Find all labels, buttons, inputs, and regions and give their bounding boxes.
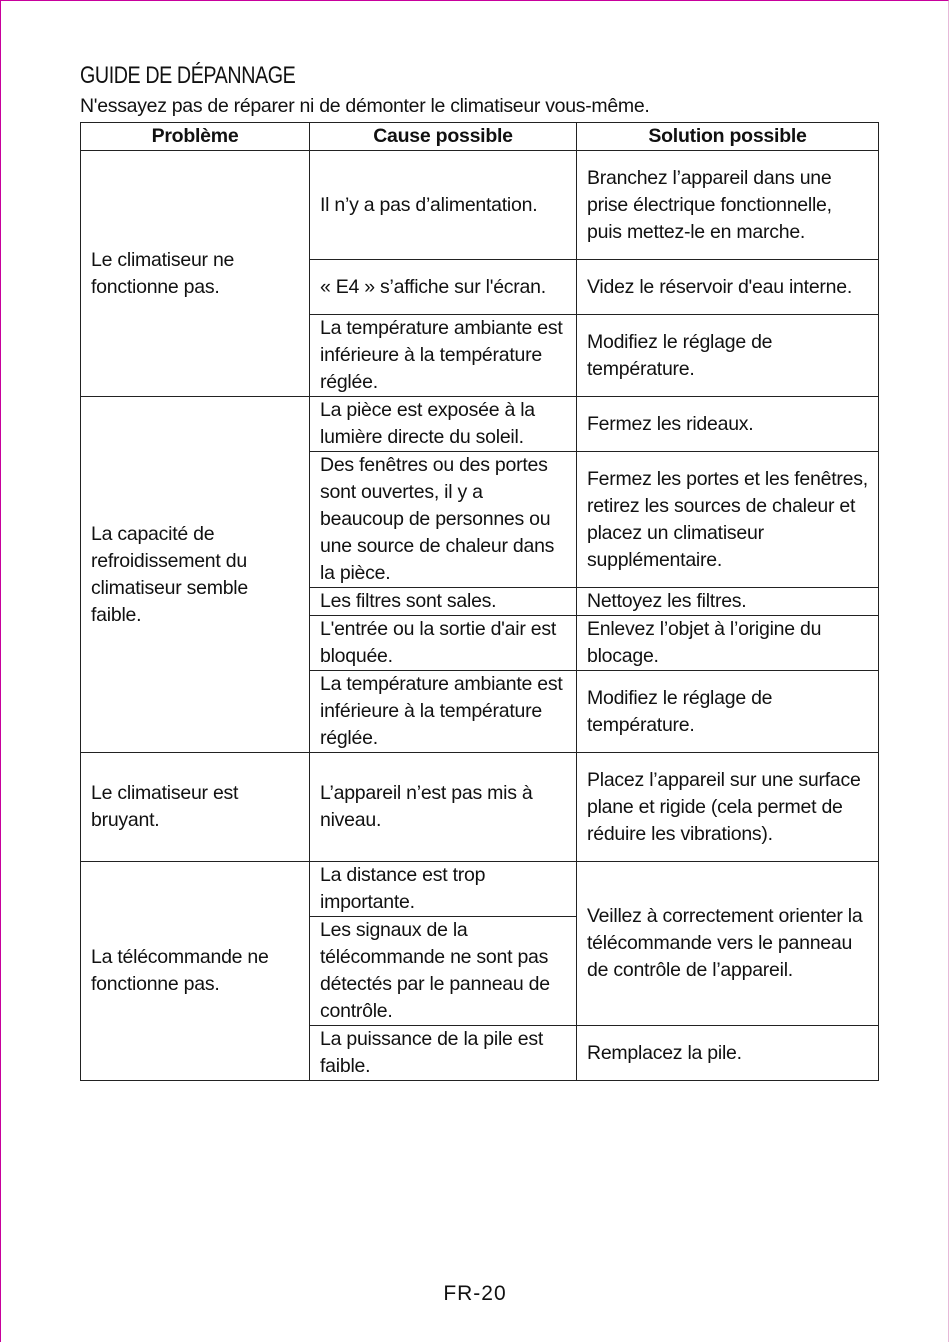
table-row <box>81 862 879 917</box>
table-row <box>81 151 879 260</box>
table-header-row <box>81 123 879 151</box>
cause-cell: Des fenêtres ou des portes sont ouvertes, il y a beaucoup de personnes ou une source de chaleur dans la pièce. <box>310 452 577 588</box>
header-problem: Problème <box>81 123 310 151</box>
solution-cell: Nettoyez les filtres. <box>577 588 879 616</box>
solution-cell: Fermez les rideaux. <box>577 397 879 452</box>
page-subtitle: N'essayez pas de réparer ni de démonter le climatiseur vous-même. <box>80 95 650 117</box>
page-title: GUIDE DE DÉPANNAGE <box>80 62 296 89</box>
cause-cell: L’appareil n’est pas mis à niveau. <box>310 753 577 862</box>
solution-cell: Remplacez la pile. <box>577 1026 879 1081</box>
troubleshooting-table <box>80 122 879 1081</box>
solution-cell: Videz le réservoir d'eau interne. <box>577 260 879 315</box>
solution-cell: Veillez à correctement orienter la télécommande vers le panneau de contrôle de l’appareil. <box>577 862 879 1026</box>
cause-cell: Les signaux de la télécommande ne sont pas détectés par le panneau de contrôle. <box>310 917 577 1026</box>
solution-cell: Modifiez le réglage de température. <box>577 315 879 397</box>
table-row <box>81 397 879 452</box>
solution-cell: Modifiez le réglage de température. <box>577 671 879 753</box>
problem-cell: La télécommande ne fonctionne pas. <box>81 862 310 1081</box>
solution-cell: Enlevez l’objet à l’origine du blocage. <box>577 616 879 671</box>
cause-cell: L'entrée ou la sortie d'air est bloquée. <box>310 616 577 671</box>
cause-cell: Les filtres sont sales. <box>310 588 577 616</box>
problem-cell: La capacité de refroidissement du climatiseur semble faible. <box>81 397 310 753</box>
cause-cell: La température ambiante est inférieure à la température réglée. <box>310 315 577 397</box>
table-row <box>81 753 879 862</box>
cause-cell: La température ambiante est inférieure à la température réglée. <box>310 671 577 753</box>
solution-cell: Branchez l’appareil dans une prise électrique fonctionnelle, puis mettez-le en marche. <box>577 151 879 260</box>
cause-cell: « E4 » s’affiche sur l'écran. <box>310 260 577 315</box>
page-number: FR-20 <box>443 1282 507 1305</box>
cause-cell: La distance est trop importante. <box>310 862 577 917</box>
solution-cell: Fermez les portes et les fenêtres, retirez les sources de chaleur et placez un climatiseur supplémentaire. <box>577 452 879 588</box>
header-solution: Solution possible <box>577 123 879 151</box>
cause-cell: La pièce est exposée à la lumière directe du soleil. <box>310 397 577 452</box>
solution-cell: Placez l’appareil sur une surface plane et rigide (cela permet de réduire les vibrations). <box>577 753 879 862</box>
header-cause: Cause possible <box>310 123 577 151</box>
cause-cell: La puissance de la pile est faible. <box>310 1026 577 1081</box>
problem-cell: Le climatiseur ne fonctionne pas. <box>81 151 310 397</box>
problem-cell: Le climatiseur est bruyant. <box>81 753 310 862</box>
cause-cell: Il n’y a pas d’alimentation. <box>310 151 577 260</box>
